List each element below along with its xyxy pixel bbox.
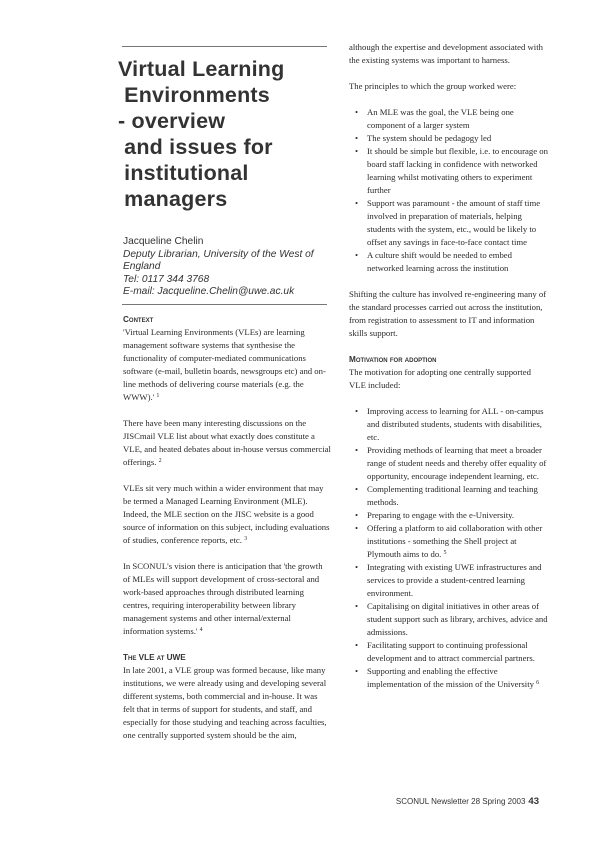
- list-item: • Improving access to learning for ALL - on-campus and distributed students, students with disabilities, etc.: [349, 405, 549, 444]
- list-item: • The system should be pedagogy led: [349, 132, 549, 145]
- author-name: Jacqueline Chelin: [123, 236, 204, 247]
- section-heading-motivation: Motivation for adoption: [349, 355, 437, 364]
- author-tel: Tel: 0117 344 3768: [123, 273, 210, 285]
- list-item: • Facilitating support to continuing professional development and to attract commercial partners.: [349, 639, 549, 665]
- left-column: [123, 313, 331, 742]
- title-line: institutional: [118, 161, 249, 185]
- list-item: • A culture shift would be needed to embed networked learning across the institution: [349, 249, 549, 275]
- title-line: - overview: [118, 109, 226, 133]
- title-line: Virtual Learning: [118, 57, 285, 81]
- title-line: and issues for: [118, 135, 273, 159]
- author-block: [123, 236, 333, 299]
- list-item: • Capitalising on digital initiatives in other areas of student support such as library, archives, advice and admissions.: [349, 600, 549, 639]
- title-line: Environments: [118, 83, 270, 107]
- title-line: managers: [118, 187, 228, 211]
- page-number: 43: [528, 796, 539, 807]
- section-rule: [122, 304, 327, 305]
- footnote-ref: 3: [244, 536, 248, 542]
- motivation-list: [349, 405, 549, 691]
- footnote-ref: 2: [158, 458, 162, 464]
- list-item: • An MLE was the goal, the VLE being one component of a larger system: [349, 106, 549, 132]
- list-item: • It should be simple but flexible, i.e. to encourage on board staff lacking in confidence with networked learning whilst motivating others to experiment further: [349, 145, 549, 197]
- author-email[interactable]: E-mail: Jacqueline.Chelin@uwe.ac.uk: [123, 286, 295, 298]
- footnote-ref: 1: [156, 393, 160, 399]
- footnote-ref: 4: [199, 627, 203, 633]
- top-rule: [122, 46, 327, 47]
- paragraph: The principles to which the group worked were:: [349, 81, 517, 91]
- footnote-ref: 5: [443, 550, 447, 556]
- paragraph: There have been many interesting discussions on the JISCmail VLE list about what exactly does constitute a VLE, and heated debates about in-house versus commercial offerings. $^2$: [123, 418, 331, 467]
- paragraph: In SCONUL's vision there is anticipation that 'the growth of MLEs will support development of cross-sectoral and work-based approaches through distributed learning centres, requiring interoperability between library management systems and other internal/external information systems.' $^4$: [123, 561, 323, 636]
- list-item: • Offering a platform to aid collaboration with other institutions - something the Shell project at Plymouth aims to do. $^5$: [349, 522, 549, 561]
- footer-publication: SCONUL Newsletter 28 Spring 2003: [395, 797, 526, 806]
- principles-list: [349, 106, 549, 275]
- paragraph: VLEs sit very much within a wider environment that may be termed a Managed Learning Environment (MLE). Indeed, the MLE section on the JISC website is a good source of information on this subject, including evaluations of studies, conference reports, etc. $^3$: [123, 483, 330, 545]
- author-role: Deputy Librarian, University of the West of England: [123, 248, 314, 273]
- right-column: [349, 41, 549, 704]
- paragraph: In late 2001, a VLE group was formed because, like many institutions, we were already using and developing several different systems, both commercial and in-house. It was felt that in terms of support for students, and staff, and especially for those studying and teaching across faculties, one centrally supported system should be the aim,: [123, 665, 327, 740]
- list-item: • Complementing traditional learning and teaching methods.: [349, 483, 549, 509]
- list-item: • Integrating with existing UWE infrastructures and services to provide a student-centred learning environment.: [349, 561, 549, 600]
- paragraph: 'Virtual Learning Environments (VLEs) are learning management software systems that synthesise the functionality of computer-mediated communications software (e-mail, bulletin boards, newsgroups etc) and on-line methods of delivering course materials (e.g. the WWW).' $^1$: [123, 327, 326, 402]
- list-item: • Providing methods of learning that meet a broader range of student needs and thereby offer equality of opportunity, encourage independent learning, etc.: [349, 444, 549, 483]
- section-heading-vle-at-uwe: The VLE at UWE: [123, 653, 186, 662]
- page-footer: [320, 796, 539, 807]
- paragraph: The motivation for adopting one centrally supported VLE included:: [349, 367, 531, 390]
- paragraph: Shifting the culture has involved re-engineering many of the standard processes carried out across the institution, from registration to assessment to IT and information skills support.: [349, 289, 547, 338]
- paragraph: although the expertise and development associated with the existing systems was important to harness.: [349, 42, 543, 65]
- list-item: • Preparing to engage with the e-University.: [349, 509, 549, 522]
- article-title: [118, 56, 333, 212]
- list-item: • Support was paramount - the amount of staff time involved in preparation of materials, helping students with the system, etc., would be likely to offset any savings in face-to-face contact time: [349, 197, 549, 249]
- list-item: • Supporting and enabling the effective implementation of the mission of the University $^6$: [349, 665, 549, 691]
- section-heading-context: Context: [123, 315, 154, 324]
- footnote-ref: 6: [536, 680, 540, 686]
